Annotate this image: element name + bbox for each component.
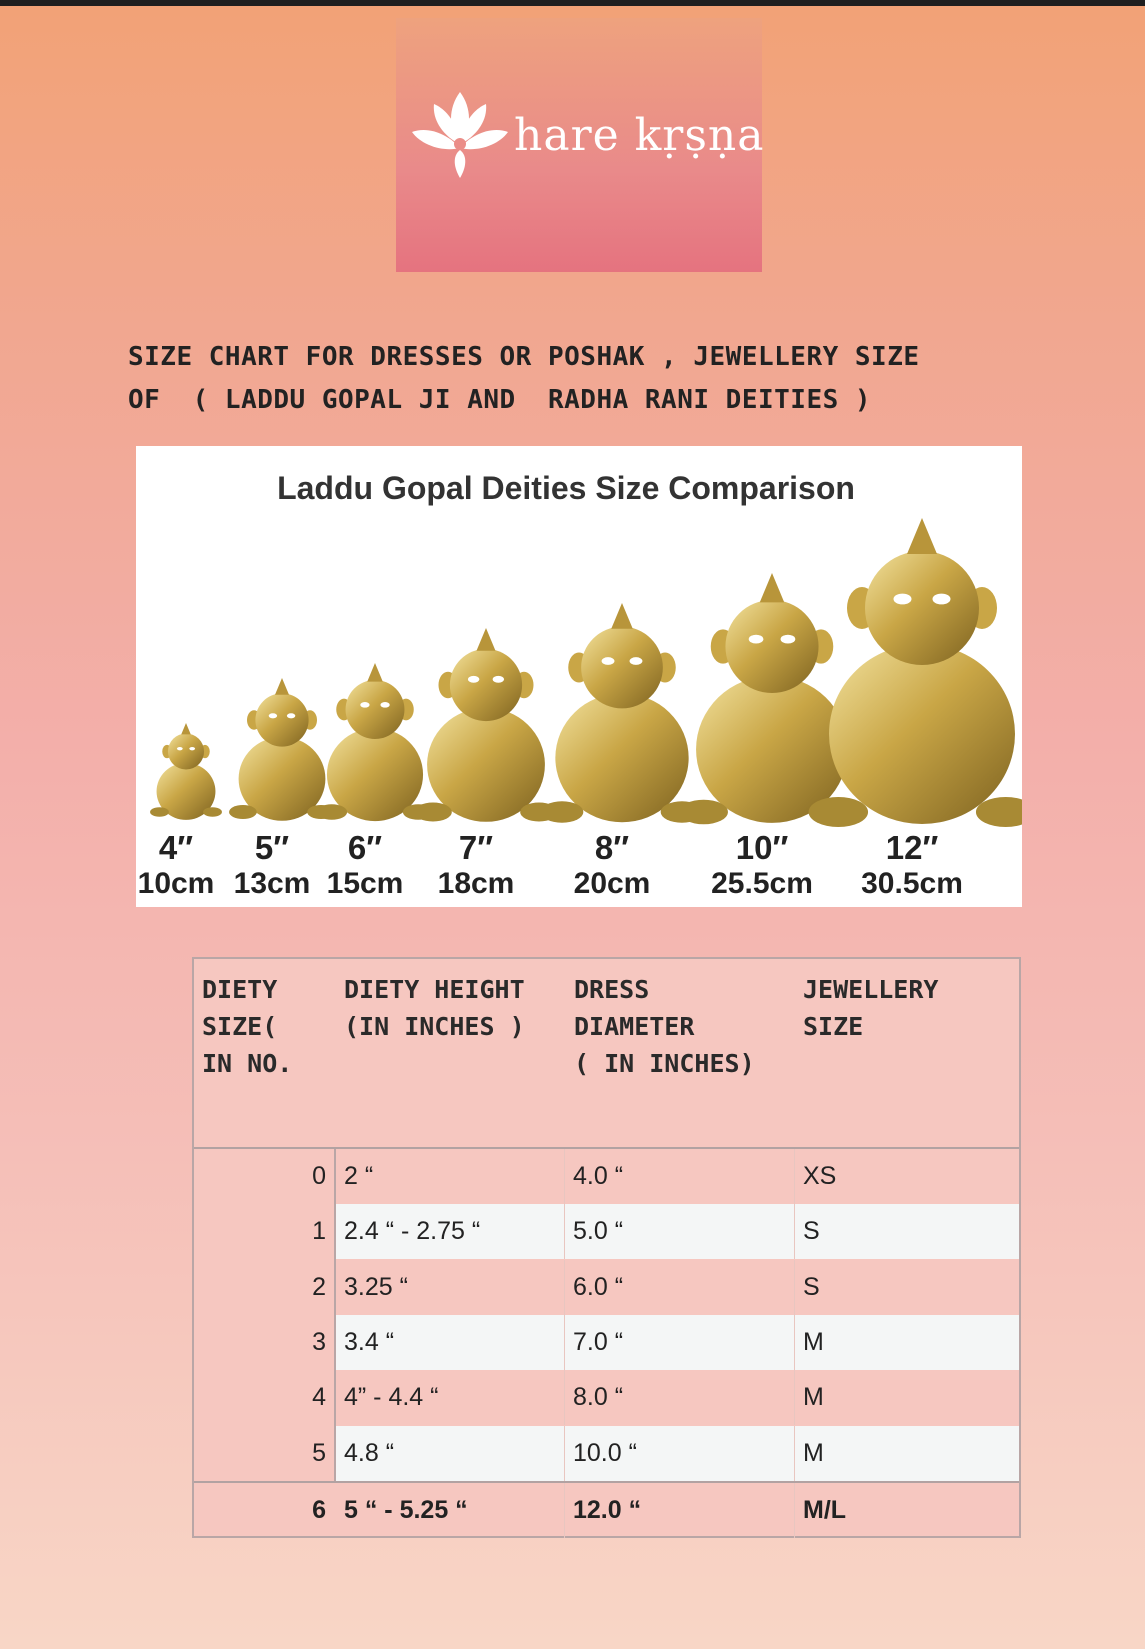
- row-cells: [336, 1260, 1019, 1315]
- deity-figure: [150, 723, 222, 820]
- cell-dress-diameter: 8.0 “: [573, 1383, 624, 1412]
- deity-size-comparison-image: [136, 446, 1022, 907]
- cell-separator: [564, 1483, 565, 1538]
- cell-separator: [794, 1260, 795, 1315]
- size-inches: 12″: [885, 829, 939, 866]
- deity-figure: [316, 663, 433, 821]
- size-inches: 7″: [458, 829, 494, 866]
- size-label: [574, 830, 651, 902]
- size-label: [711, 830, 813, 902]
- row-cells: [336, 1204, 1019, 1259]
- cell-jewellery-size: S: [803, 1272, 820, 1301]
- size-chart-table: [192, 957, 1021, 1538]
- cell-separator: [564, 1426, 565, 1481]
- cell-dress-diameter: 6.0 “: [573, 1272, 624, 1301]
- size-centimeters: 15cm: [326, 867, 404, 900]
- cell-diety-size: 6: [312, 1495, 326, 1524]
- row-cells: [336, 1149, 1019, 1204]
- heading-line-1: SIZE CHART FOR DRESSES OR POSHAK , JEWELLERY SIZE: [128, 342, 920, 372]
- cell-separator: [564, 1149, 565, 1204]
- cell-diety-size: 2: [312, 1272, 326, 1301]
- deity-figure: [541, 603, 704, 823]
- row-cells: [336, 1370, 1019, 1425]
- cell-separator: [794, 1149, 795, 1204]
- header-diety-size: DIETY SIZE( IN NO.: [202, 975, 293, 1078]
- row-cells: [336, 1426, 1019, 1481]
- cell-diety-height: 4” - 4.4 “: [344, 1383, 439, 1412]
- cell-dress-diameter: 12.0 “: [573, 1495, 642, 1524]
- cell-diety-size: 0: [312, 1162, 326, 1190]
- size-label: [861, 830, 963, 902]
- cell-separator: [794, 1483, 795, 1538]
- cell-jewellery-size: M: [803, 1383, 824, 1412]
- cell-diety-height: 3.25 “: [344, 1272, 408, 1301]
- page-heading: [128, 336, 1028, 422]
- cell-diety-height: 4.8 “: [344, 1438, 395, 1467]
- deity-figure: [229, 678, 335, 821]
- cell-diety-size: 5: [312, 1438, 326, 1467]
- deity-figure: [414, 628, 558, 822]
- size-centimeters: 30.5cm: [861, 867, 963, 900]
- comparison-title: Laddu Gopal Deities Size Comparison: [277, 470, 855, 506]
- size-inches: 8″: [594, 829, 630, 866]
- row-cells: [336, 1315, 1019, 1370]
- heading-line-2: OF ( LADDU GOPAL JI AND RADHA RANI DEITIES ): [128, 385, 872, 415]
- header-dress-diameter: DRESS DIAMETER ( IN INCHES): [574, 975, 755, 1078]
- lotus-icon: [410, 86, 510, 182]
- cell-jewellery-size: M: [803, 1327, 824, 1356]
- cell-separator: [564, 1260, 565, 1315]
- brand-name: hare kṛṣṇa: [514, 110, 765, 161]
- table-row: [194, 1260, 1019, 1315]
- cell-jewellery-size: S: [803, 1217, 820, 1246]
- cell-separator: [564, 1204, 565, 1259]
- cell-jewellery-size: XS: [803, 1162, 837, 1190]
- header-jewellery-size: JEWELLERY SIZE: [803, 975, 939, 1041]
- brand-logo: [396, 18, 765, 272]
- cell-dress-diameter: 5.0 “: [573, 1217, 624, 1246]
- cell-separator: [794, 1426, 795, 1481]
- size-centimeters: 25.5cm: [711, 867, 813, 900]
- cell-diety-height: 2.4 “ - 2.75 “: [344, 1217, 481, 1246]
- cell-dress-diameter: 7.0 “: [573, 1327, 624, 1356]
- cell-jewellery-size: M/L: [803, 1495, 847, 1524]
- size-label: [138, 830, 215, 902]
- size-label: [234, 830, 311, 902]
- size-centimeters: 13cm: [233, 867, 311, 900]
- table-row: [194, 1481, 1019, 1538]
- cell-dress-diameter: 4.0 “: [573, 1162, 624, 1190]
- cell-separator: [564, 1315, 565, 1370]
- cell-diety-height: 3.4 “: [344, 1327, 395, 1356]
- cell-diety-height: 2 “: [344, 1162, 374, 1190]
- cell-dress-diameter: 10.0 “: [573, 1438, 637, 1467]
- size-inches: 4″: [158, 829, 194, 866]
- table-row: [194, 1370, 1019, 1425]
- cell-jewellery-size: M: [803, 1438, 824, 1467]
- row-cells: [336, 1483, 1019, 1538]
- size-centimeters: 18cm: [437, 867, 515, 900]
- cell-diety-size: 1: [312, 1217, 326, 1246]
- table-row: [194, 1149, 1019, 1204]
- size-inches: 10″: [735, 829, 789, 866]
- cell-separator: [794, 1370, 795, 1425]
- top-status-bar: [0, 0, 1145, 6]
- table-header: [194, 959, 1019, 1149]
- size-inches: 5″: [254, 829, 290, 866]
- cell-diety-size: 4: [312, 1383, 326, 1412]
- header-diety-height: DIETY HEIGHT (IN INCHES ): [344, 975, 525, 1041]
- cell-diety-size: 3: [312, 1327, 326, 1356]
- size-centimeters: 10cm: [137, 867, 215, 900]
- cell-separator: [794, 1315, 795, 1370]
- cell-diety-height: 5 “ - 5.25 “: [344, 1495, 468, 1524]
- table-row: [194, 1426, 1019, 1481]
- size-inches: 6″: [347, 829, 383, 866]
- cell-separator: [564, 1370, 565, 1425]
- size-label: [438, 830, 515, 902]
- table-row: [194, 1204, 1019, 1259]
- size-label: [327, 830, 404, 902]
- cell-separator: [794, 1204, 795, 1259]
- size-centimeters: 20cm: [573, 867, 651, 900]
- table-row: [194, 1315, 1019, 1370]
